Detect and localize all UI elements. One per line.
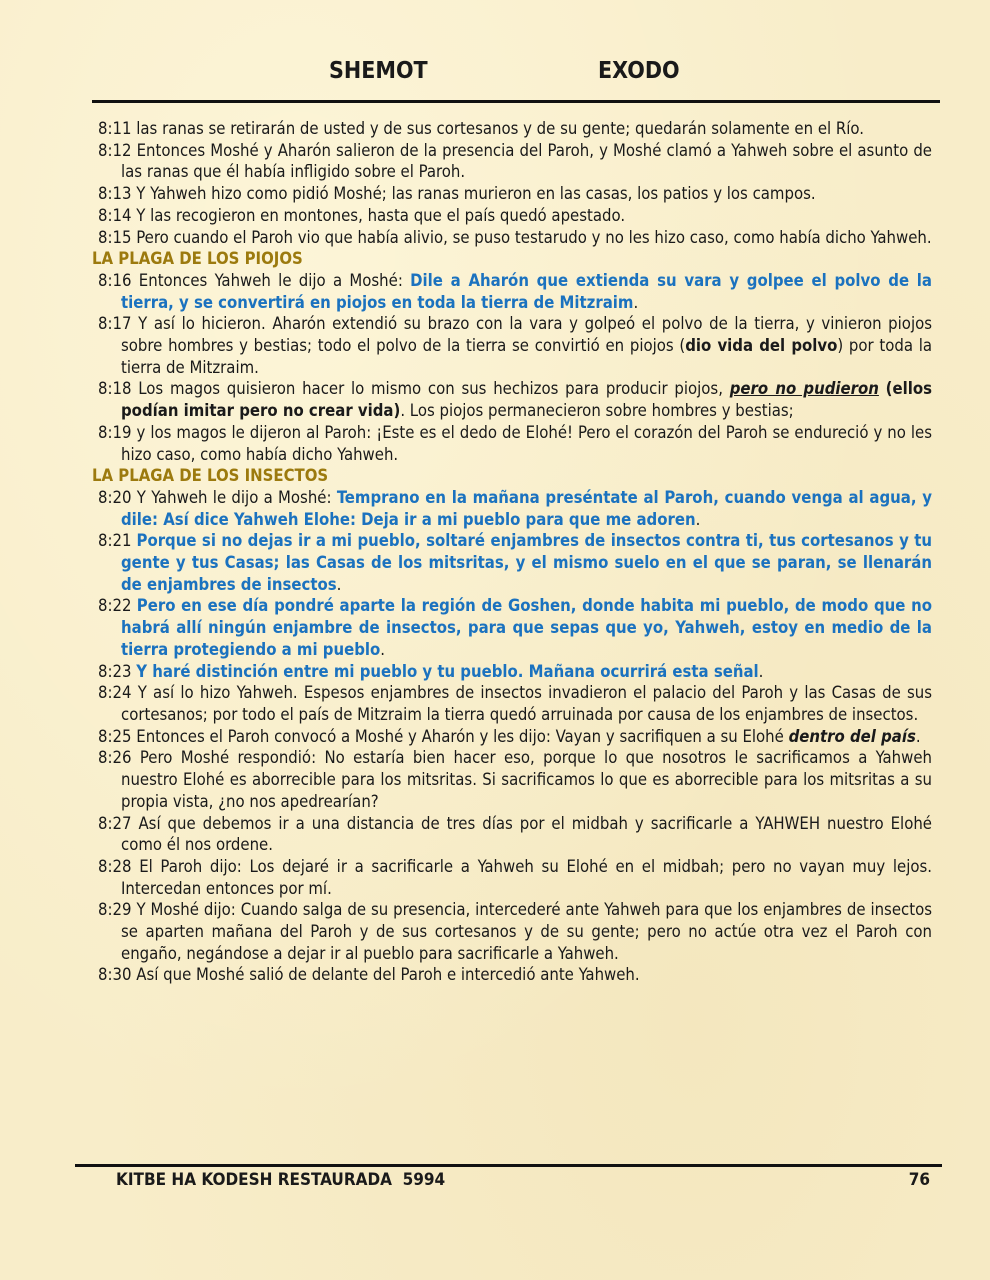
verse-text: .	[915, 726, 921, 746]
divine-speech: Dile a Aharón que extienda su vara y golpee el polvo de la tierra, y se convertirá en piojos en toda la tierra de Mitzraim	[121, 270, 932, 312]
verse	[92, 813, 932, 856]
header-book-hebrew: SHEMOT	[329, 58, 428, 84]
verse-text: 8:28 El Paroh dijo: Los dejaré ir a sacrificarle a Yahweh su Elohé en el midbah; pero no vayan muy lejos. Intercedan entonces por mí.	[98, 856, 932, 898]
section-heading: LA PLAGA DE LOS PIOJOS	[92, 249, 303, 269]
verse-text: .	[336, 574, 342, 594]
footer-title: KITBE HA KODESH RESTAURADA 5994	[116, 1170, 446, 1190]
emphasis-text: pero no pudieron	[729, 379, 879, 399]
verse-text: 8:21	[98, 531, 137, 551]
verse-text: 8:18 Los magos quisieron hacer lo mismo con sus hechizos para producir piojos,	[98, 379, 730, 399]
verse-text: 8:11 las ranas se retirarán de usted y de sus cortesanos y de su gente; quedarán solamente en el Río.	[98, 119, 865, 138]
verse-text: 8:25 Entonces el Paroh convocó a Moshé y Aharón y les dijo: Vayan y sacrifiquen a su Elohé	[98, 726, 789, 746]
verse	[92, 313, 932, 378]
verse	[92, 747, 932, 812]
divine-speech: Y haré distinción entre mi pueblo y tu pueblo. Mañana ocurrirá esta señal	[136, 661, 759, 681]
verse-text: 8:23	[98, 661, 137, 681]
verse-text: ) por toda la tierra de Mitzraim.	[121, 336, 933, 377]
section-heading: LA PLAGA DE LOS INSECTOS	[92, 466, 329, 486]
verse-text: .	[695, 509, 701, 529]
emphasis-text: dentro del país	[788, 726, 916, 746]
verse-text: 8:16 Entonces Yahweh le dijo a Moshé:	[98, 270, 411, 290]
verse-text: 8:15 Pero cuando el Paroh vio que había alivio, se puso testarudo y no les hizo caso, como había dicho Yahweh.	[98, 227, 932, 247]
emphasis-text: (ellos podían imitar pero no crear vida)	[121, 379, 932, 421]
verse	[92, 595, 932, 660]
verse	[92, 856, 932, 899]
verse-text: .	[758, 661, 764, 681]
verse	[92, 530, 932, 595]
verse-text: 8:13 Y Yahweh hizo como pidió Moshé; las ranas murieron en las casas, los patios y los campos.	[98, 184, 816, 204]
verse	[92, 487, 932, 530]
verse-text: 8:14 Y las recogieron en montones, hasta que el país quedó apestado.	[98, 205, 626, 225]
verse-text: 8:24 Y así lo hizo Yahweh. Espesos enjambres de insectos invadieron el palacio del Paroh y las Casas de sus cortesanos; por todo el país de Mitzraim la tierra quedó arruinada por causa de los enjambres de insectos.	[98, 683, 932, 724]
verse-text: .	[633, 292, 639, 312]
verse	[92, 661, 932, 683]
verse-text: 8:19 y los magos le dijeron al Paroh: ¡Este es el dedo de Elohé! Pero el corazón del Paroh se endureció y no les hizo caso, como había dicho Yahweh.	[98, 422, 932, 464]
verse	[92, 726, 932, 748]
verse	[92, 118, 932, 140]
verse-text: 8:30 Así que Moshé salió de delante del Paroh e intercedió ante Yahweh.	[98, 965, 640, 985]
verse-text	[879, 379, 886, 398]
verse	[92, 682, 932, 725]
divine-speech: Porque si no dejas ir a mi pueblo, soltaré enjambres de insectos contra ti, tus cortesanos y tu gente y tus Casas; las Casas de los mitsritas, y el mismo suelo en el que se paran, se llenarán de enjambres de insectos	[121, 531, 932, 594]
verse-text: . Los piojos permanecieron sobre hombres y bestias;	[400, 401, 794, 421]
verse	[92, 422, 932, 465]
verse	[92, 140, 932, 183]
page-body	[92, 118, 932, 986]
verse	[92, 899, 932, 964]
header-divider	[92, 100, 940, 103]
verse	[92, 270, 932, 313]
verse-text: 8:22	[98, 596, 137, 616]
verse-text: 8:27 Así que debemos ir a una distancia de tres días por el midbah y sacrificarle a YAHWEH nuestro Elohé como él nos ordene.	[98, 813, 932, 855]
footer-divider	[75, 1164, 942, 1167]
verse	[92, 378, 932, 421]
verse-text: 8:20 Y Yahweh le dijo a Moshé:	[98, 487, 337, 507]
page-number: 76	[908, 1170, 930, 1190]
verse-text: 8:17 Y así lo hicieron. Aharón extendió su brazo con la vara y golpeó el polvo de la tierra, y vinieron piojos sobre hombres y bestias; todo el polvo de la tierra se convirtió en piojos (	[98, 314, 932, 356]
verse	[92, 227, 932, 249]
divine-speech: Pero en ese día pondré aparte la región de Goshen, donde habita mi pueblo, de modo que no habrá allí ningún enjambre de insectos, para que sepas que yo, Yahweh, estoy en medio de la tierra protegiendo a mi pueblo	[121, 596, 932, 659]
verse-text: 8:26 Pero Moshé respondió: No estaría bien hacer eso, porque lo que nosotros le sacrificamos a Yahweh nuestro Elohé es aborrecible para los mitsritas. Si sacrificamos lo que es aborrecible para los mitsritas a su propia vista, ¿no nos apedrearían?	[98, 748, 932, 811]
verse-text: .	[380, 639, 386, 659]
divine-speech: Temprano en la mañana preséntate al Paroh, cuando venga al agua, y dile: Así dice Yahweh Elohe: Deja ir a mi pueblo para que me adoren	[121, 487, 932, 529]
verse-text: 8:29 Y Moshé dijo: Cuando salga de su presencia, intercederé ante Yahweh para que los enjambres de insectos se aparten mañana del Paroh y de sus cortesanos y de su gente; pero no actúe otra vez el Paroh con engaño, negándose a dejar ir al pueblo para sacrificarle a Yahweh.	[98, 900, 932, 963]
verse	[92, 205, 932, 227]
header-book-spanish: EXODO	[598, 58, 680, 84]
emphasis-text: dio vida del polvo	[685, 336, 838, 356]
verse	[92, 183, 932, 205]
verse-text: 8:12 Entonces Moshé y Aharón salieron de la presencia del Paroh, y Moshé clamó a Yahweh sobre el asunto de las ranas que él había infligido sobre el Paroh.	[98, 140, 932, 182]
verse	[92, 964, 932, 986]
